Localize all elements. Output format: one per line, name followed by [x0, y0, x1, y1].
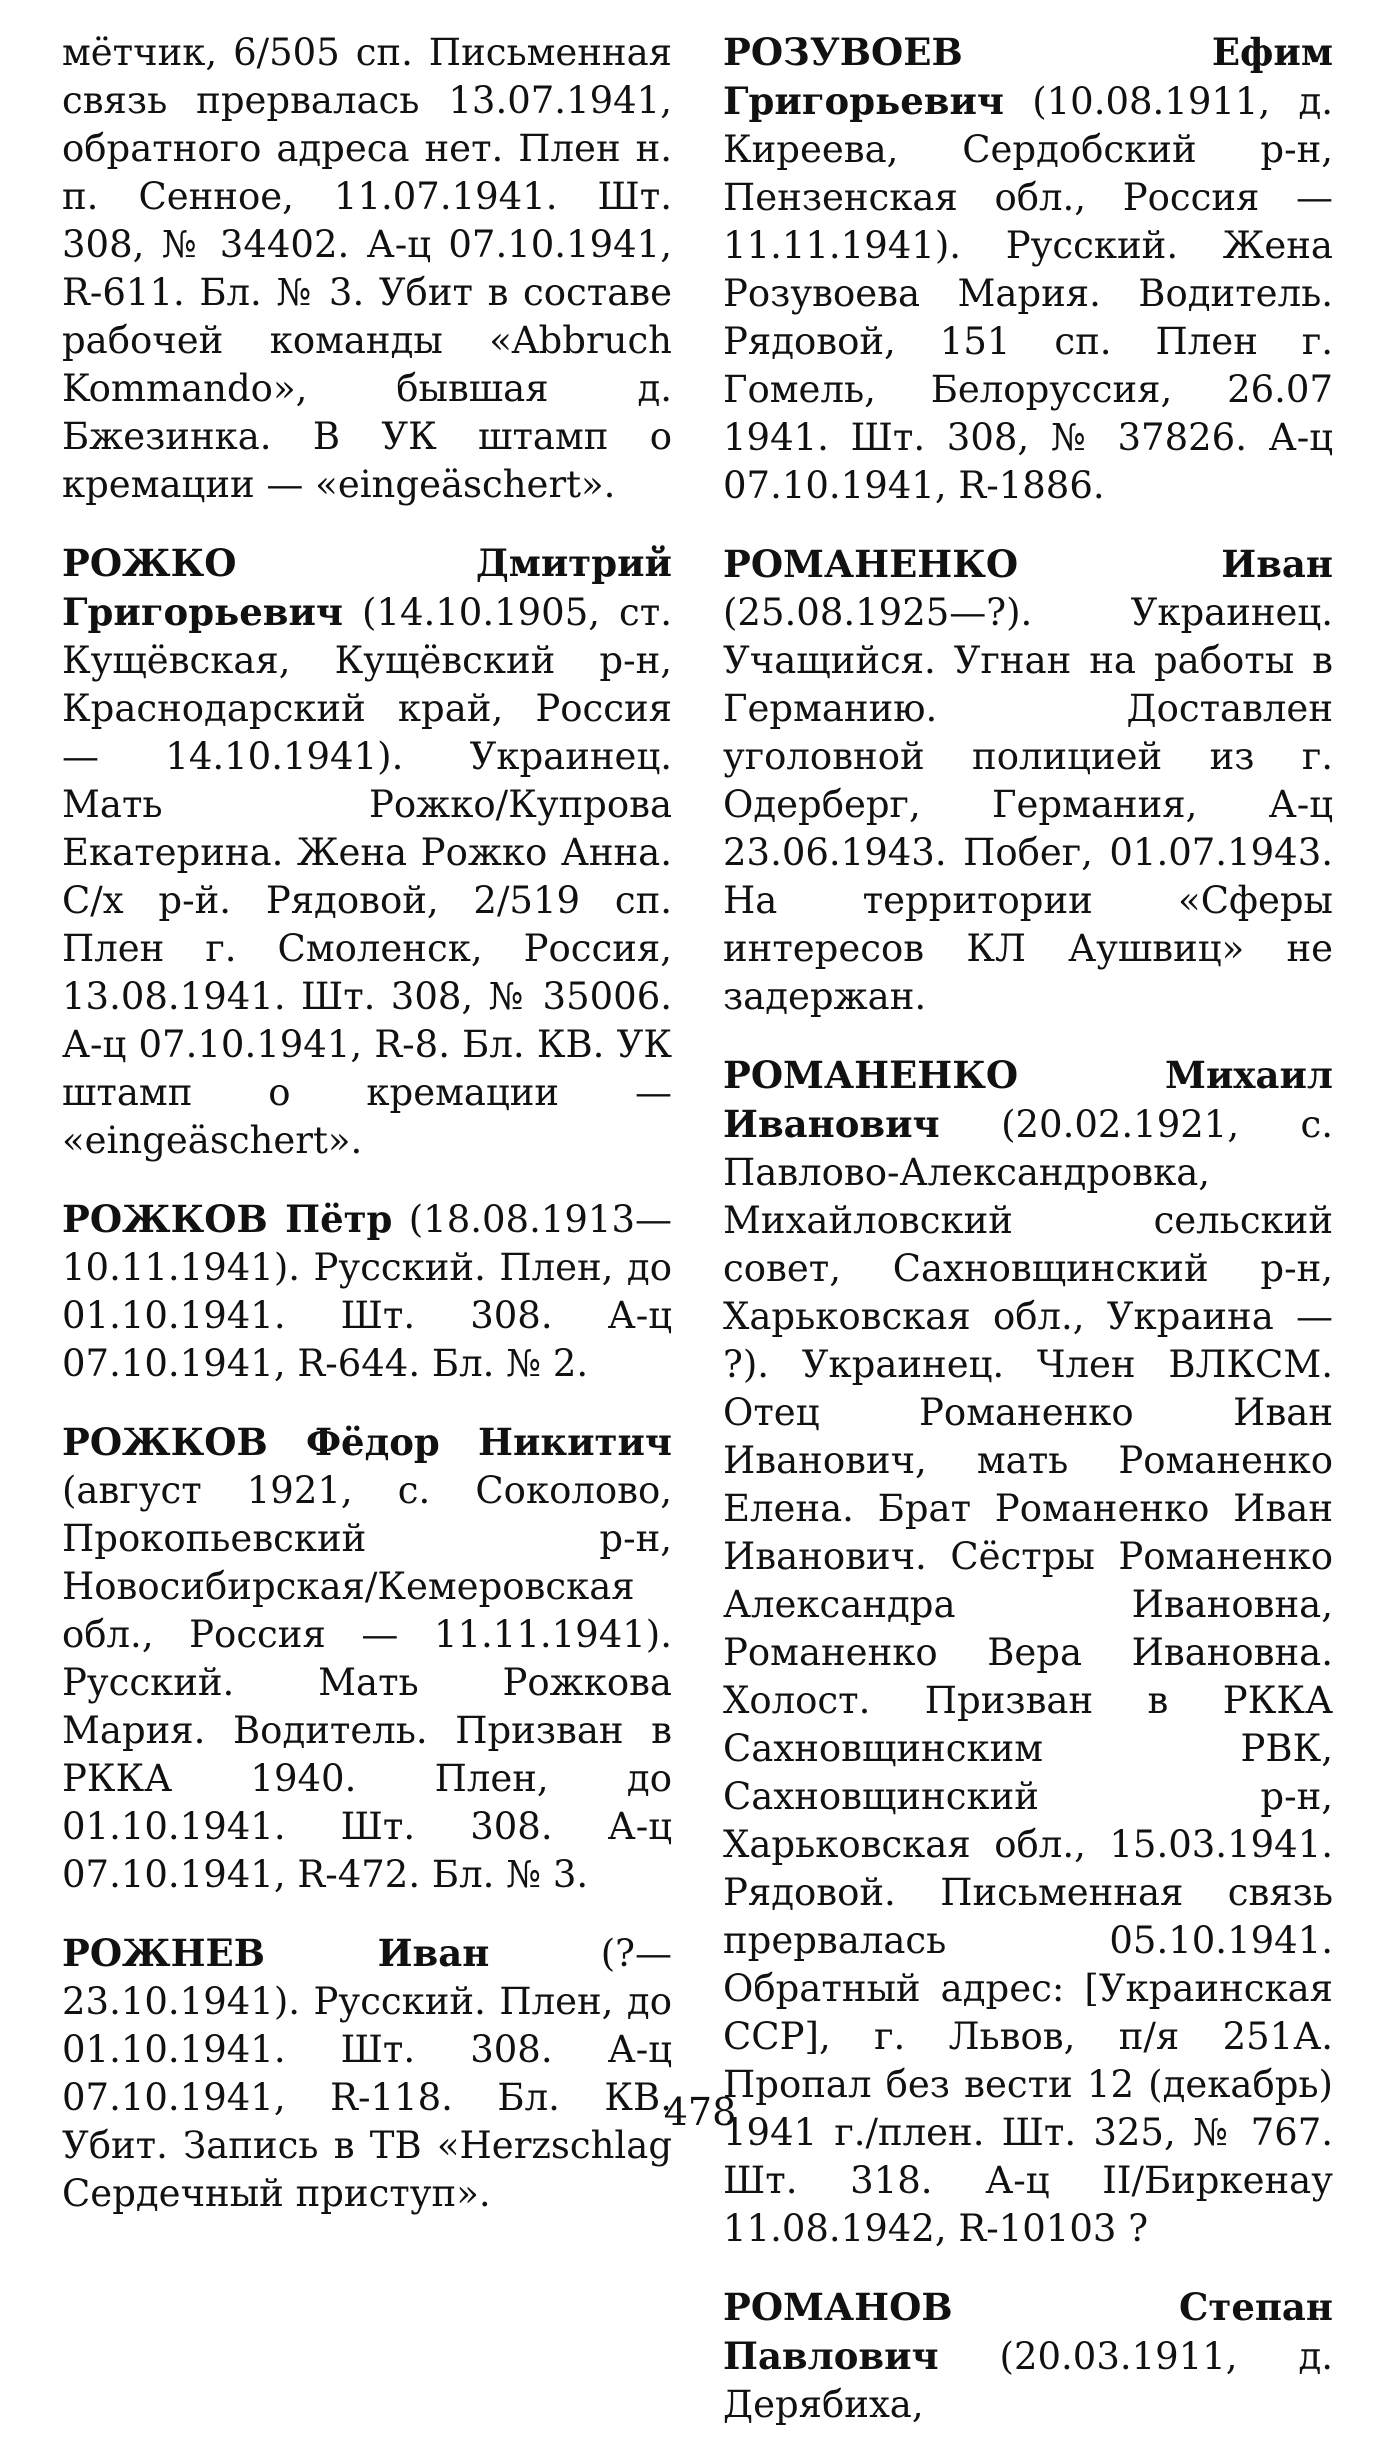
left-column — [62, 28, 672, 2248]
entry-rozhkov-fedor — [62, 1418, 672, 1899]
entry-name: РОМАНОВ Степан Павлович — [723, 2285, 1333, 2378]
entry-name: РОЖКО Дмитрий Григорьевич — [62, 541, 672, 634]
entry-romanov-stepan — [723, 2283, 1333, 2429]
entry-text: (20.03.1911, д. Дерябиха, — [723, 2335, 1333, 2426]
entry-romanenko-mikhail — [723, 1051, 1333, 2253]
entry-text: (10.08.1911, д. Киреева, Сердобский р-н, Пензенская обл., Россия — 11.11.1941). Русский. Жена Розувоева Мария. Водитель. Рядовой, 151 сп. Плен г. Гомель, Белоруссия, 26.07 1941. Шт. 308, № 37826. А-ц 07.10.1941, R-1886. — [723, 80, 1333, 507]
entry-continuation — [62, 28, 672, 509]
entry-rozhnev-ivan — [62, 1929, 672, 2218]
entry-text: (14.10.1905, ст. Кущёвская, Кущёвский р-н, Краснодарский край, Россия — 14.10.1941). Украинец. Мать Рожко/Купрова Екатерина. Жена Рожко Анна. С/х р-й. Рядовой, 2/519 сп. Плен г. Смоленск, Россия, 13.08.1941. Шт. 308, № 35006. А-ц 07.10.1941, R-8. Бл. КВ. УК штамп о кремации — «eingeäschert». — [62, 591, 672, 1162]
entry-rozuvoev-efim — [723, 28, 1333, 510]
entry-text: (август 1921, с. Соколово, Прокопьевский р-н, Новосибирская/Кемеровская обл., Россия — 11.11.1941). Русский. Мать Рожкова Мария. Водитель. Призван в РККА 1940. Плен, до 01.10.1941. Шт. 308. А-ц 07.10.1941, R-472. Бл. № 3. — [62, 1469, 672, 1896]
entry-text: мётчик, 6/505 сп. Письменная связь прервалась 13.07.1941, обратного адреса нет. Плен н. п. Сенное, 11.07.1941. Шт. 308, № 34402. А-ц 07.10.1941, R-611. Бл. № 3. Убит в составе рабочей команды «Abbruch Kommando», бывшая д. Бжезинка. В УК штамп о кремации — «eingeäschert». — [62, 31, 672, 506]
entry-rozhkov-petr — [62, 1195, 672, 1388]
entry-rozhko-dmitriy — [62, 539, 672, 1165]
entry-name: РОЖКОВ Фёдор Никитич — [62, 1420, 672, 1464]
entry-name: РОМАНЕНКО Иван — [723, 542, 1333, 586]
page-number: 478 — [663, 2090, 737, 2134]
entry-name: РОЖНЕВ Иван — [62, 1931, 490, 1975]
entry-text: (20.02.1921, с. Павлово-Александровка, Михайловский сельский совет, Сахновщинский р-н, Харьковская обл., Украина — ?). Украинец. Член ВЛКСМ. Отец Романенко Иван Иванович, мать Романенко Елена. Брат Романенко Иван Иванович. Сёстры Романенко Александра Ивановна, Романенко Вера Ивановна. Холост. Призван в РККА Сахновщинским РВК, Сахновщинский р-н, Харьковская обл., 15.03.1941. Рядовой. Письменная связь прервалась 05.10.1941. Обратный адрес: [Украинская ССР], г. Львов, п/я 251А. Пропал без вести 12 (декабрь) 1941 г./плен. Шт. 325, № 767. Шт. 318. А-ц II/Биркенау 11.08.1942, R-10103 ? — [723, 1103, 1333, 2250]
entry-text: (25.08.1925—?). Украинец. Учащийся. Угнан на работы в Германию. Доставлен уголовной полицией из г. Одерберг, Германия, А-ц 23.06.1943. Побег, 01.07.1943. На территории «Сферы интересов КЛ Аушвиц» не задержан. — [723, 591, 1333, 1018]
entry-text: (18.08.1913—10.11.1941). Русский. Плен, до 01.10.1941. Шт. 308. А-ц 07.10.1941, R-644. Бл. № 2. — [62, 1198, 673, 1385]
entry-name: РОЗУВОЕВ Ефим Григорьевич — [723, 30, 1333, 123]
entry-romanenko-ivan — [723, 540, 1333, 1021]
entry-name: РОМАНЕНКО Михаил Иванович — [723, 1053, 1333, 1146]
entry-name: РОЖКОВ Пётр — [62, 1197, 393, 1241]
entry-text: (?—23.10.1941). Русский. Плен, до 01.10.1941. Шт. 308. А-ц 07.10.1941, R-118. Бл. КВ. Убит. Запись в ТВ «Herzschlag Сердечный приступ». — [62, 1932, 672, 2215]
